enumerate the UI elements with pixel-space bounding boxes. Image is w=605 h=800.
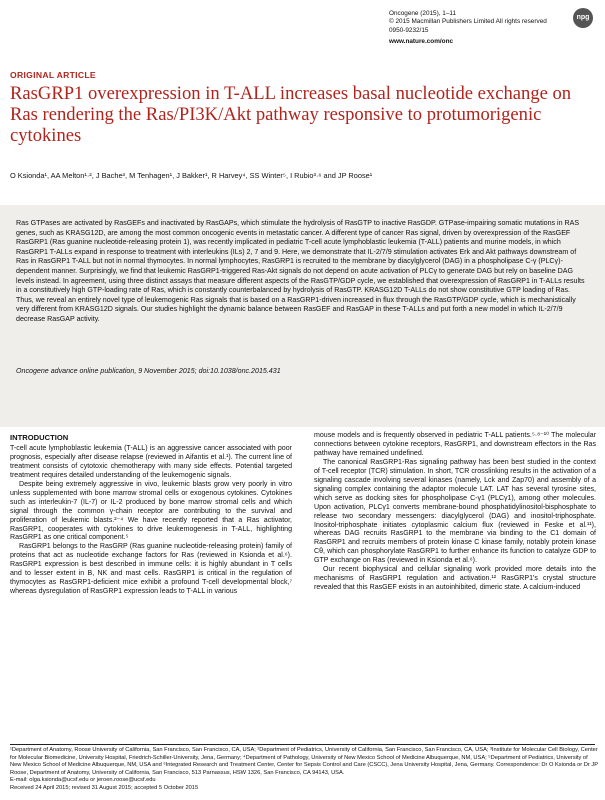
online-publication-line: Oncogene advance online publication, 9 November 2015; doi:10.1038/onc.2015.431 (16, 367, 281, 375)
body-column-left (10, 432, 292, 597)
author-list: O Ksionda¹, AA Melton¹·², J Bache³, M Tenhagen¹, J Bakker¹, R Harvey⁴, SS Winter⁵, I Rubio³·⁶ and JP Roose¹ (10, 171, 373, 180)
body-paragraph: T-cell acute lymphoblastic leukemia (T-ALL) is an aggressive cancer associated with poor prognosis, especially after disease relapse (reviewed in Aifantis et al.¹). The current line of treatment consists of cytotoxic chemotherapy with many side effects. Potential targeted treatment requires detailed understanding of the leukemogenic signals. (10, 444, 292, 479)
journal-url-link[interactable]: www.nature.com/onc (389, 38, 454, 46)
body-paragraph: RasGRP1 belongs to the RasGRP (Ras guanine nucleotide-releasing protein) family of proteins that act as nucleotide exchange factors for Ras (reviewed in Ksionda et al.⁶). RasGRP1 expression is best described in immune cells: it is highly abundant in T cells and to lesser extent in B, NK and mast cells. RasGRP1 is critical in the regulation of thymocytes as RasGRP1-deficient mice exhibit a profound T-cell developmental block,⁷ whereas dysregulation of RasGRP1 expression leads to T-ALL in various (10, 543, 292, 596)
copyright-line: © 2015 Macmillan Publishers Limited All rights reserved 0950-9232/15 (389, 18, 547, 34)
npg-logo: npg (573, 8, 593, 28)
journal-line: Oncogene (2015), 1–11 (389, 10, 457, 17)
received-dates: Received 24 April 2015; revised 31 August 2015; accepted 5 October 2015 (10, 784, 199, 791)
abstract-box (0, 205, 605, 427)
body-paragraph: Despite being extremely aggressive in vivo, leukemic blasts grow very poorly in vitro unless supplemented with bone marrow stromal cells or exogenous cytokines. Cytokines such as interleukin-7 (IL-7) or IL-2 produced by bone marrow stromal cells and which signal through the common γ-chain receptor are contributing to the survival and proliferation of leukemic blasts.²⁻⁴ We have recently reported that a Ras activator, RasGRP1, cooperates with cytokines to drive leukemogenesis in T-ALL, highlighting RasGRP1 as one critical component.⁵ (10, 480, 292, 542)
correspondence-email[interactable]: E-mail: olga.ksionda@ucsf.edu or jeroen.roose@ucsf.edu (10, 777, 156, 783)
affiliations-text: ¹Department of Anatomy, Roose University of California, San Francisco, San Francisco, CA, USA; ²Department of Pediatrics, University of California, San Francisco, San Francisco, CA, USA; ³Institute for Molecular Cell Biology, Center for Molecular Biomedicine, University Hospital, Friedrich-Schiller-University, Jena, Germany; ⁴Department of Pathology, University of New Mexico School of Medicine Albuquerque, NM, USA; ⁵Department of Pediatrics, University of New Mexico School of Medicine Albuquerque, NM, USA and ⁶Integrated Research and Treatment Center, Center for Sepsis Control and Care (CSCC), Jena University Hospital, Jena, Germany. Correspondence: Dr O Ksionda or Dr JP Roose, Department of Anatomy, University of California, San Francisco, 513 Parnassus, HSW 1326, San Francisco, CA 94143, USA. (10, 747, 598, 776)
body-paragraph: Our recent biophysical and cellular signaling work provided more details into the mechanisms of RasGRP1 regulation and activation.¹² RasGRP1's crystal structure revealed that this RasGEF exists in an autoinhibited, dimeric state. A calcium-induced (314, 566, 596, 592)
body-paragraph: The canonical RasGRP1-Ras signaling pathway has been best studied in the context of T-cell receptor (TCR) stimulation. In short, TCR crosslinking results in the activation of a signaling cascade involving several kinases (namely, Lck and Zap70) and assembly of a signaling complex containing the adaptor molecule LAT. LAT has several tyrosine sites, which serve as docking sites for phospholipase C-γ1 (PLCγ1), among other molecules. Upon activation, PLCγ1 converts membrane-bound phosphatidylinositol-bisphosphate to release two secondary messengers: diacylglycerol (DAG) and inositol-triphosphate. Inositol-triphosphate initiates cytoplasmic calcium flux (reviewed in Feske et al.¹¹), whereas DAG recruits RasGRP1 to the membrane via binding to the C1 domain of RasGRP1 and recruits members of protein kinase C kinase family, notably protein kinase Cθ, which can phosphorylate RasGRP1 to further enhance its function to catalyze GDP to GTP exchange on Ras (reviewed in Ksionda et al.⁶). (314, 458, 596, 565)
abstract-text: Ras GTPases are activated by RasGEFs and inactivated by RasGAPs, which stimulate the hydrolysis of RasGTP to inactive RasGDP. GTPase-impairing somatic mutations in RAS genes, such as KRASG12D, are among the most common oncogenic events in metastatic cancer. A different type of cancer Ras signal, driven by overexpression of the RasGEF RasGRP1 (Ras guanine nucleotide-releasing protein 1), was recently implicated in pediatric T-cell acute lymphoblastic leukemia (T-ALL) patients and murine models, in which RasGRP1 T-ALLs expand in response to treatment with interleukins (ILs) 2, 7 and 9. Here, we demonstrate that IL-2/7/9 stimulation activates Erk and Akt pathways downstream of Ras in RasGRP1 T-ALL but not in normal thymocytes. In normal lymphocytes, RasGRP1 is recruited to the membrane by diacylglycerol (DAG) in a phospholipase C-γ (PLCγ)-dependent manner. Surprisingly, we find that leukemic RasGRP1-triggered Ras-Akt signals do not depend on acute activation of PLCγ to generate DAG but rely on baseline DAG levels instead. In agreement, using three distinct assays that measure different aspects of the RasGTP/GDP cycle, we established that overexpression of RasGRP1 in T-ALLs results in a constitutively high GTP-loading rate of Ras, which is constantly counterbalanced by hydrolysis of RasGTP. KRASG12D T-ALLs do not show constitutive GTP loading of Ras. Thus, we reveal an entirely novel type of leukemogenic Ras signals that is based on a RasGRP1-driven increased in flux through the RasGTP/GDP cycle, which is mechanistically very different from KRASG12D signals. Our studies highlight the dynamic balance between RasGEF and RasGAP in these T-ALLs and put forth a new model in which IL-2/7/9 decrease RasGAP activity. (16, 219, 585, 323)
body-paragraph: mouse models and is frequently observed in pediatric T-ALL patients.⁵·⁸⁻¹⁰ The molecular connections between cytokine receptors, RasGRP1, and downstream effectors in the Ras pathway have remained undefined. (314, 432, 596, 457)
article-type: ORIGINAL ARTICLE (10, 70, 96, 80)
body-column-right (314, 432, 596, 593)
footnotes (10, 747, 600, 792)
article-title: RasGRP1 overexpression in T-ALL increases basal nucleotide exchange on Ras rendering the Ras/PI3K/Akt pathway responsive to protumorigenic cytokines (10, 83, 572, 146)
introduction-heading: INTRODUCTION (10, 433, 69, 442)
footnote-divider (10, 744, 595, 745)
journal-header (389, 10, 559, 47)
